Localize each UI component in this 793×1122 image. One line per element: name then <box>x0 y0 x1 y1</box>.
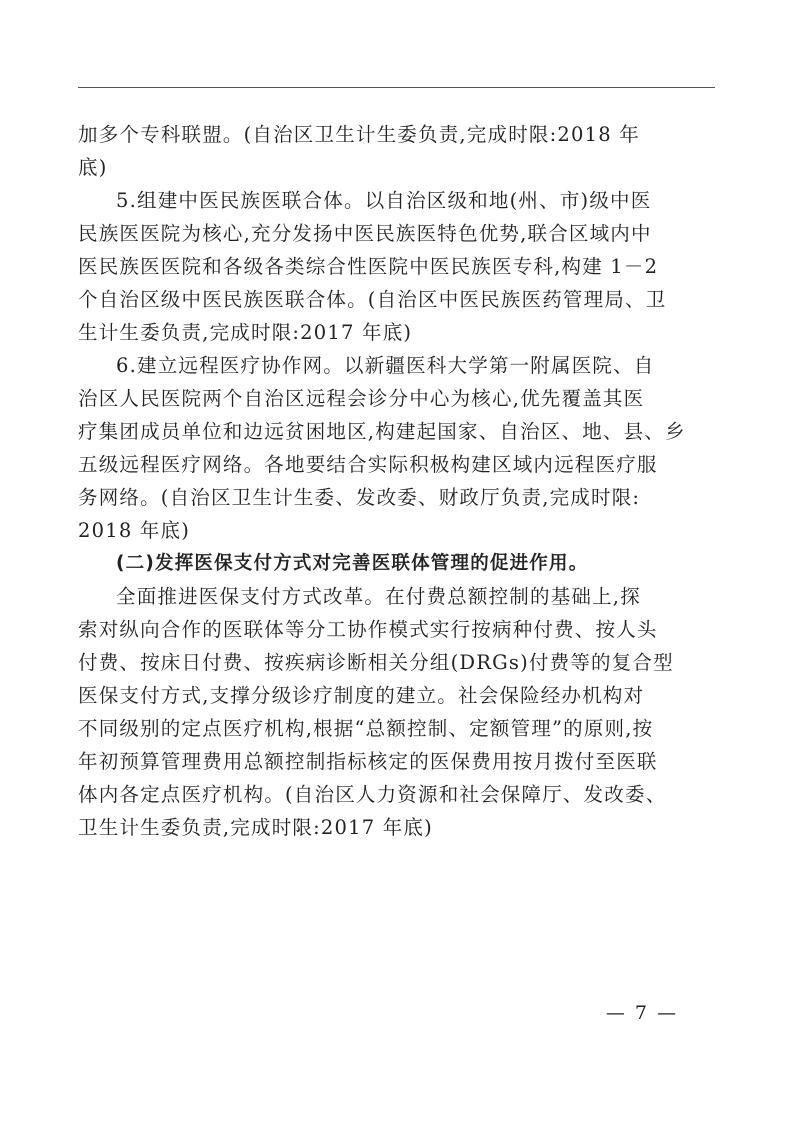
body-text <box>78 118 688 844</box>
text-line: 年初预算管理费用总额控制指标核定的医保费用按月拨付至医联 <box>78 750 658 773</box>
header-rule <box>78 87 715 88</box>
text-line: 务网络。(自治区卫生计生委、发改委、财政厅负责,完成时限: <box>78 486 641 509</box>
text-line: 5.组建中医民族医联合体。以自治区级和地(州、市)级中医 <box>116 189 652 212</box>
paragraph-item-5 <box>78 184 688 349</box>
text-line: 个自治区级中医民族医联合体。(自治区中医民族医药管理局、卫 <box>78 288 667 311</box>
text-line: 全面推进医保支付方式改革。在付费总额控制的基础上,探 <box>116 585 641 608</box>
text-line: 6.建立远程医疗协作网。以新疆医科大学第一附属医院、自 <box>116 354 655 377</box>
text-line: 医民族医医院和各级各类综合性医院中医民族医专科,构建 1－2 <box>78 255 659 278</box>
text-line: 底) <box>78 156 108 179</box>
paragraph-continuation <box>78 118 688 184</box>
section-heading <box>108 547 688 580</box>
text-line: 不同级别的定点医疗机构,根据“总额控制、定额管理”的原则,按 <box>78 717 654 740</box>
text-line: 医保支付方式,支撑分级诊疗制度的建立。社会保险经办机构对 <box>78 684 645 707</box>
text-line: 生计生委负责,完成时限:2017 年底) <box>78 321 413 344</box>
page-number: — 7 — <box>605 1002 678 1024</box>
paragraph-payment-reform <box>78 580 688 844</box>
text-line: 加多个专科联盟。(自治区卫生计生委负责,完成时限:2018 年 <box>78 123 640 146</box>
text-line: 付费、按床日付费、按疾病诊断相关分组(DRGs)付费等的复合型 <box>78 651 674 674</box>
text-line: 卫生计生委负责,完成时限:2017 年底) <box>78 816 433 839</box>
text-line: 五级远程医疗网络。各地要结合实际积极构建区域内远程医疗服 <box>78 453 658 476</box>
text-line: 疗集团成员单位和边远贫困地区,构建起国家、自治区、地、县、乡 <box>78 420 686 443</box>
text-line: 索对纵向合作的医联体等分工协作模式实行按病种付费、按人头 <box>78 618 658 641</box>
text-line: 体内各定点医疗机构。(自治区人力资源和社会保障厅、发改委、 <box>78 783 667 806</box>
paragraph-item-6 <box>78 349 688 547</box>
heading-text: (二)发挥医保支付方式对完善医联体管理的促进作用。 <box>116 553 589 574</box>
text-line: 民族医医院为核心,充分发扬中医民族医特色优势,联合区域内中 <box>78 222 652 245</box>
text-line: 治区人民医院两个自治区远程会诊分中心为核心,优先覆盖其医 <box>78 387 645 410</box>
text-line: 2018 年底) <box>78 519 191 542</box>
